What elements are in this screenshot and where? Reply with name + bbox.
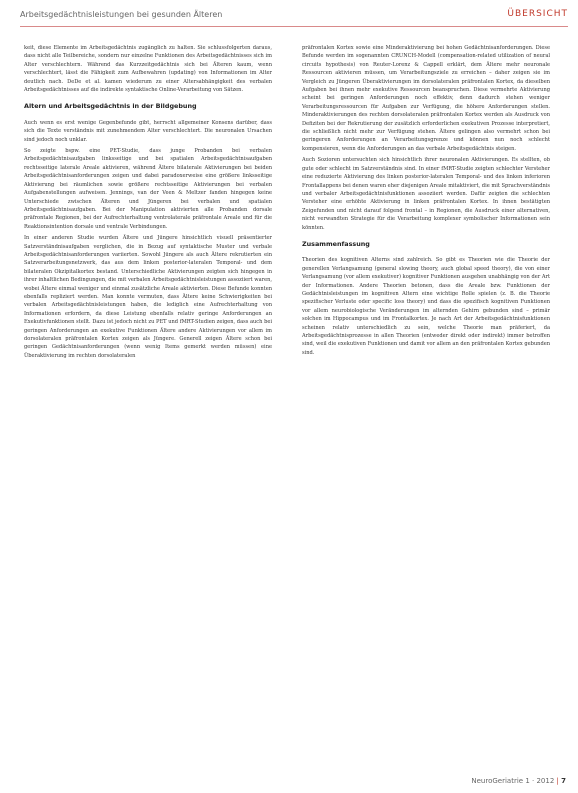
page-number: 7 <box>561 777 566 785</box>
paragraph: Auch wenn es erst wenige Gegenbefunde gibt, herrscht allgemeiner Konsens darüber, dass sich die Texte verständnis mit zunehmendem Alter verschlechtert. Die neuronalen Ursachen sind jedoch noch unklar. <box>24 119 272 143</box>
paragraph: Auch Sozioren untersuchten sich hinsichtlich ihrer neuronalen Aktivierungen. Es stellten, ob gute oder schlecht im Satzverständnis sind. In einer fMRT-Studie zeigten schlechter Versteher eine reduzierte Aktivierung des linken posterior-lateralen Temporal- und des linken inferioren Frontallappens bei denen waren eher diejenigen Areale mitaktiviert, die mit Sprachverständnis und verbaler Arbeitsgedächtnisfunktionen assoziiert werden. Dafür zeigten die schlechten Versteher eine erhöhte Aktivierung in linken präfrontalen Kortex. In ihnen bestätigten Zeigefunden und nicht darauf folgend frontal – in Regionen, die Ausdruck einer alternativen, nicht verwandten Strategie für die Verarbeitung komplexer symbolischer Informationen sein könnten. <box>302 157 550 231</box>
page-footer <box>471 777 566 785</box>
footer-separator: | <box>556 777 559 785</box>
header-divider <box>20 26 568 27</box>
right-column <box>302 44 550 360</box>
left-column <box>24 44 272 363</box>
paragraph: keit, diese Elemente im Arbeitsgedächtnis zugänglich zu halten. Sie schlussfolgerten daraus, dass nicht alle Teilbereiche, sondern nur einzelne Funktionen des Arbeitsgedächtnisses sich im Alter verschlechtern. Während das Kurzzeitgedächtnis sich bei Älteren kaum, wenn verschlechtert, lässt die Fähigkeit zum Aufbewahren (updating) von Informationen im Alter deutlich nach. DeDe et al. kamen wiederum zu einer Altersabhängigkeit des verbalen Arbeitsgedächtnisses auf die indirekte syntaktische Online-Verarbeitung von Sätzen. <box>24 45 272 94</box>
journal-name: NeuroGeriatrie <box>471 777 524 785</box>
paragraph: So zeigte bspw. eine PET-Studie, dass junge Probanden bei verbalen Arbeitsgedächtnisaufgaben linksseitige und bei spatialen Arbeitsgedächtnisaufgaben rechtsseitige laterale Areale aktivieren, während Ältere bilaterale Aktivierungen bei beiden Arbeitsgedächtnisanforderungen zeigen und dabei paradoxerweise eine größere linksseitige Aktivierung bei räumlichen sowie größere rechtsseitige Aktivierungen bei verbalen Aufgabenstellungen aufweisen. Jennings, van der Veen & Meltzer fanden hingegen keine Unterschiede zwischen Älteren und Jüngeren bei verbalen und spatialen Arbeitsgedächtnisaufgaben. Bei der Manipulation aktivierten alle Probanden dorsale präfrontale Regionen, bei der Aufrechterhaltung ventrolaterale präfrontale Areale und für die Reaktionsintention dorsale und ventrale Verbindungen. <box>24 148 272 230</box>
section-heading: Zusammenfassung <box>302 239 370 248</box>
paragraph: In einer anderen Studie wurden Ältere und Jüngere hinsichtlich visuell präsentierter Satzverständnisaufgaben verglichen, die in Bezug auf syntaktische Muster und verbale Arbeitsgedächtnisanforderungen variierten. Sowohl Jüngere als auch Ältere rekrutierten ein Satzverarbeitungsnetzwerk, das aus dem linken posterior-lateralen Temporal- und dem bilateralen Okzipitalkortex bestand. Unterschiedliche Aktivierungen zeigten sich hingegen in ihrer inhaltlichen Bedingungen, die mit verbalen Arbeitsgedächtnisleistungen assoziiert waren, wobei Ältere einmal weniger und einmal zusätzliche Areale aktivierten. Diese Befunde konnten ebenfalls repliziert werden. Man konnte vermuten, dass Ältere keine Schwierigkeiten bei verbalen Arbeitsgedächtnisleistungen haben, die lediglich eine Aufrechterhaltung von Informationen erfordern, da diese Leistung ebenfalls relativ geringe Anforderungen an Exekutivfunktionen stellt. Dazu ist jedoch nicht zu PET und fMRT-Studien zeigen, dass auch bei geringen Anforderungen an exekutive Funktionen Ältere andere Aktivierungen vor allem im dorsolateralen präfrontalen Kortex zeigen als Jüngere. Generell zeigen Ältere schon bei geringen Gedächtnisanforderungen (wenn wenig Items gemerkt werden müssen) eine Überaktivierung im rechten dorsolateralen <box>24 235 272 359</box>
issue-label: 1 · 2012 <box>525 777 555 785</box>
paragraph: Theorien des kognitiven Alterns sind zahlreich. So gibt es Theorien wie die Theorie der generellen Verlangsamung (general slowing theory, auch global speed theory), die von einer Verlangsamung (vor allem exekutiver) kognitiver Funktionen ausgehen unabhängig von der Art der Informationen. Andere Theorien betonen, dass die Areale bzw. Funktionen der Gedächtnisleistungen im kognitiven Altern eine wichtige Rolle spielen (z. B. die Theorie spezifischer Verluste oder specific loss theory) und dass die spezifisch kognitiven Funktionen vor allem neurobiologische Veränderungen im alternden Gehirn gebunden sind – primär solchen im Hippocampus und im Frontalkortex. Je nach Art der Arbeitsgedächtnisfunktionen scheinen relativ unterschiedlich zu sein, welche Theorie man präferiert, da Arbeitsgedächtnisprozesse in allen Theorien (entweder direkt oder indirekt) immer betroffen sind, weil die exekutiven Funktionen und damit vor allem an den präfrontalen Kortex gebunden sind. <box>302 257 550 356</box>
section-label: ÜBERSICHT <box>507 9 568 19</box>
page-header <box>0 0 578 38</box>
running-title: Arbeitsgedächtnisleistungen bei gesunden Älteren <box>20 10 223 19</box>
paragraph: präfrontalen Kortex sowie eine Minderaktivierung bei hohen Gedächtnisanforderungen. Diese Befunde werden im sogenannten CRUNCH-Modell (compensation-related utilization of neural circuits hypothesis) von Reuter-Lorenz & Cappell erklärt, dem Ältere mehr neuronale Ressourcen aktivieren müssen, um Verarbeitungsziele zu erreichen – daher zeigen sie im Vergleich zu Jüngeren Überaktivierungen im dorsolateralen präfrontalen Kortex, da dieselben Aufgaben bei ihnen mehr exekutive Ressourcen beanspruchen. Diese vermehrte Aktivierung scheint bei geringen Anforderungen noch effektiv, denn dadurch stehen weniger Verarbeitungsressourcen für Aufgaben zur Verfügung, die höhere Anforderungen stellen. Minderaktivierungen des rechten dorsolateralen präfrontalen Kortex werden als Ausdruck von Defiziten bei der Rekrutierung der zusätzlich erforderlichen exekutiven Prozesse interpretiert, die schließlich nicht mehr zur Verfügung stehen. Ältere gelingen also vermehrt schon bei geringeren Anforderungen an Verarbeitungsgrenze und können nun noch schlecht kompensieren, wenn die Anforderungen an das verbale Arbeitsgedächtnis steigen. <box>302 45 550 152</box>
section-heading: Altern und Arbeitsgedächtnis in der Bildgebung <box>24 102 197 111</box>
